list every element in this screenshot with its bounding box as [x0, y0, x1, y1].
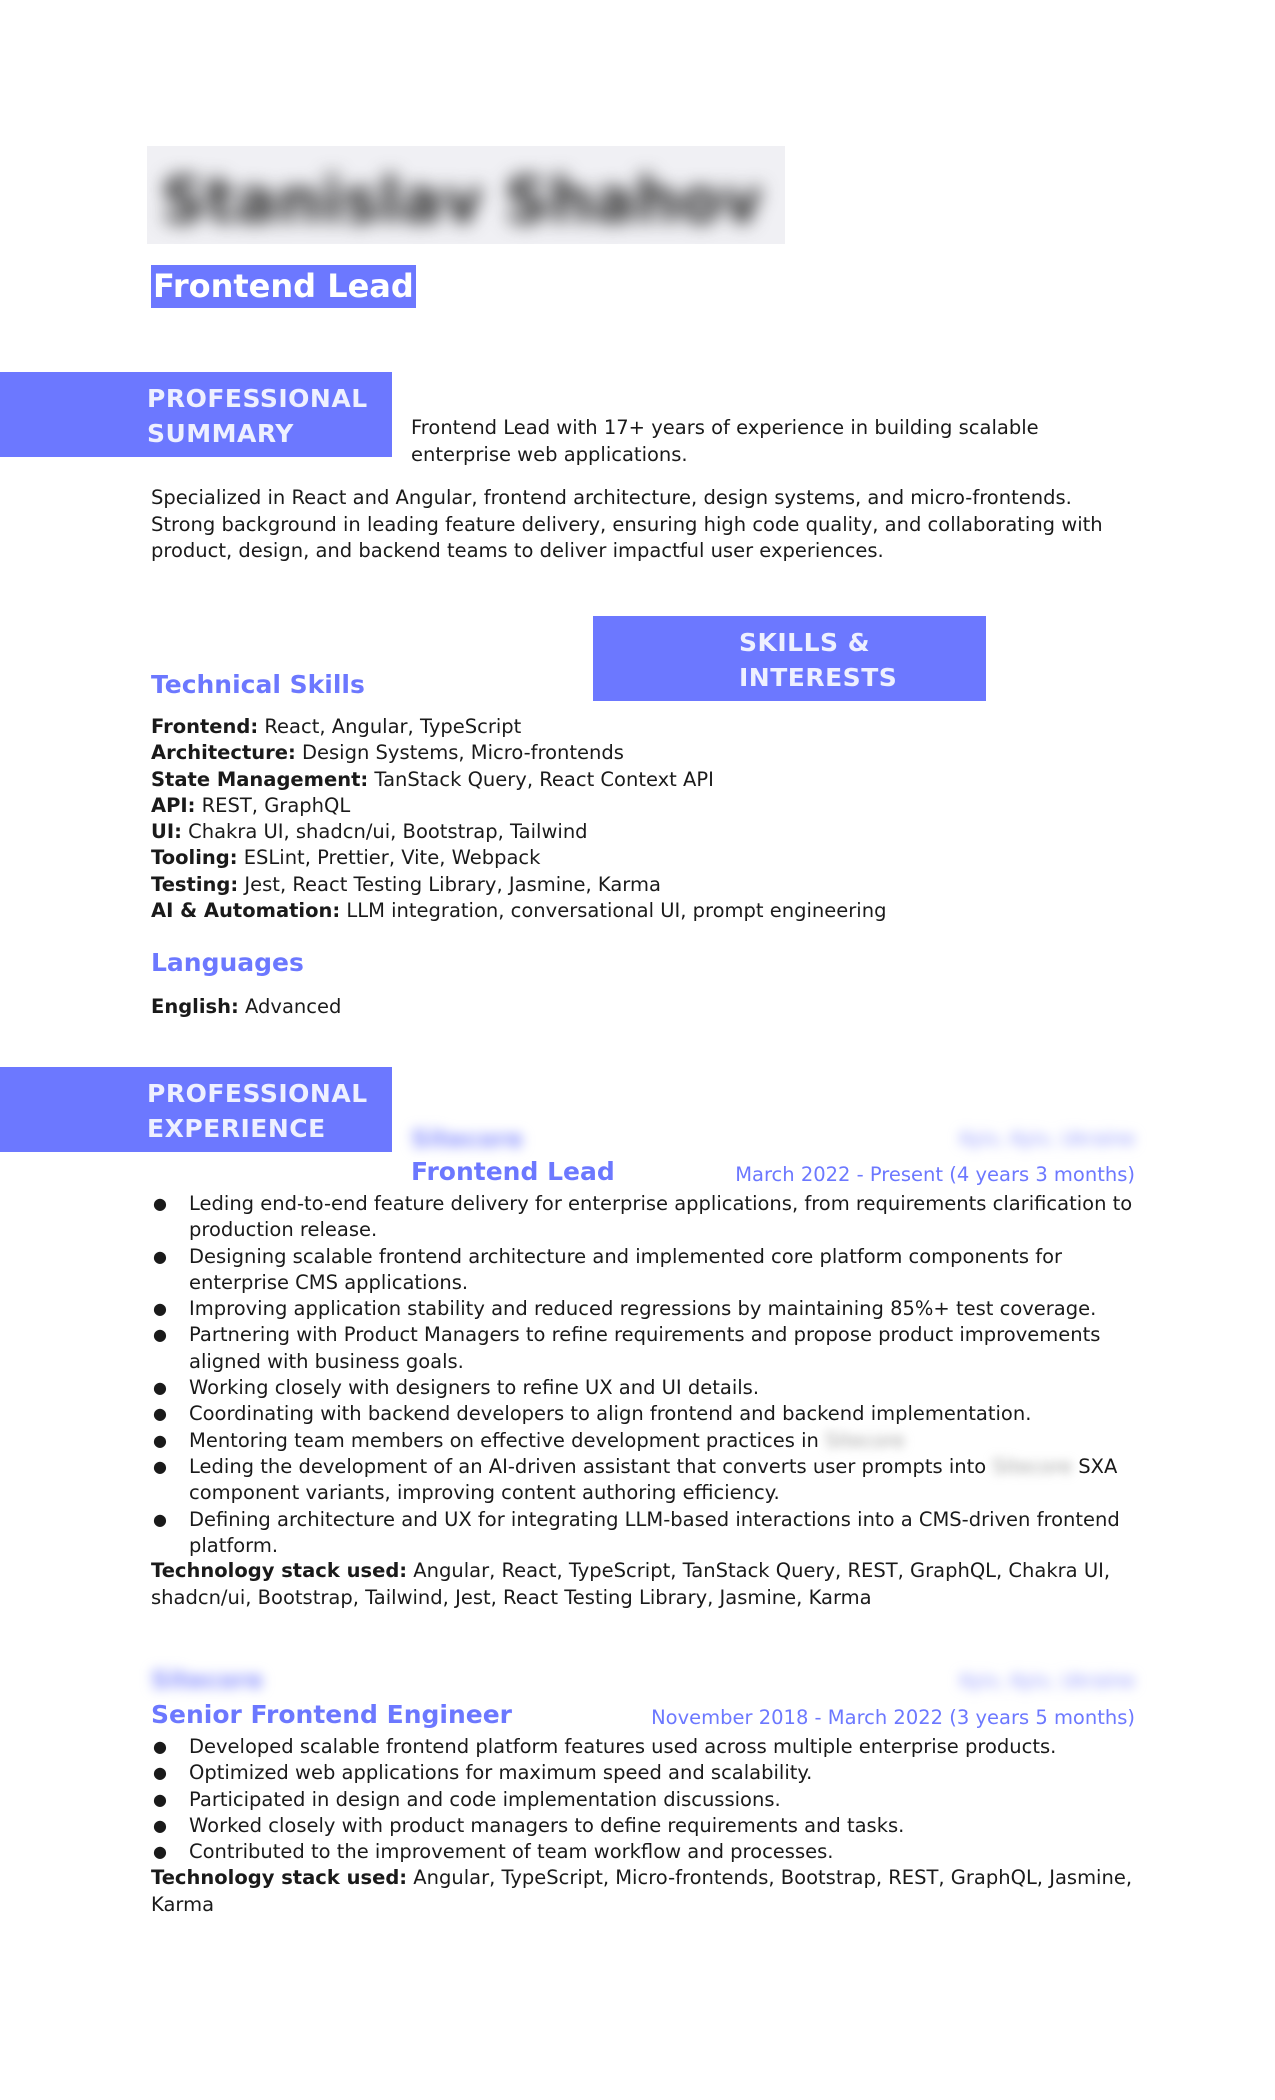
- job-responsibilities: [151, 1191, 1141, 1559]
- list-item: ● Defining architecture and UX for integrating LLM-based interactions into a CMS-driven frontend platform.: [151, 1507, 1141, 1560]
- job-dates: March 2022 - Present (4 years 3 months): [735, 1163, 1135, 1186]
- language-item: English: Advanced: [151, 995, 342, 1018]
- list-item: ● Working closely with designers to refine UX and UI details.: [151, 1375, 1141, 1401]
- list-item: ● Coordinating with backend developers to align frontend and backend implementation.: [151, 1401, 1141, 1427]
- list-item: ● Optimized web applications for maximum speed and scalability.: [151, 1760, 1141, 1786]
- job-company: Sitecore: [151, 1666, 264, 1694]
- job-location: Kyiv, Kyiv, Ukraine: [959, 1670, 1135, 1692]
- skills-heading-line2: INTERESTS: [739, 663, 898, 692]
- list-item: ● Partnering with Product Managers to refine requirements and propose product improvements aligned with business goals.: [151, 1322, 1141, 1375]
- languages-heading: Languages: [151, 948, 304, 977]
- section-heading-skills: [593, 616, 986, 701]
- list-item: ● Participated in design and code implementation discussions.: [151, 1787, 1141, 1813]
- section-heading-summary: [0, 372, 392, 457]
- list-item: ● Leding the development of an AI-driven assistant that converts user prompts into Sitecore SXA component variants, improving content authoring efficiency.: [151, 1454, 1141, 1507]
- job-location: Kyiv, Kyiv, Ukraine: [959, 1128, 1135, 1150]
- job-dates: November 2018 - March 2022 (3 years 5 months): [651, 1706, 1135, 1729]
- technical-skills-heading: Technical Skills: [151, 670, 365, 699]
- list-item: ● Leding end-to-end feature delivery for enterprise applications, from requirements clarification to production release.: [151, 1191, 1141, 1244]
- section-heading-experience: [0, 1067, 392, 1152]
- list-item: ● Developed scalable frontend platform features used across multiple enterprise products.: [151, 1734, 1141, 1760]
- skill-item: UI: Chakra UI, shadcn/ui, Bootstrap, Tailwind: [151, 820, 588, 844]
- technical-skills-list: [151, 714, 1141, 924]
- summary-body: Specialized in React and Angular, frontend architecture, design systems, and micro-frontends. Strong background in leading feature delivery, ensuring high code quality, and collaborating with product, design, and backend teams to deliver impactful user experiences.: [151, 486, 1103, 562]
- summary-heading-line1: PROFESSIONAL: [147, 384, 368, 413]
- summary-heading-line2: SUMMARY: [147, 419, 294, 448]
- list-item: ● Contributed to the improvement of team workflow and processes.: [151, 1839, 1141, 1865]
- list-item: ● Improving application stability and reduced regressions by maintaining 85%+ test coverage.: [151, 1296, 1141, 1322]
- list-item: ● Worked closely with product managers to define requirements and tasks.: [151, 1813, 1141, 1839]
- experience-heading-line1: PROFESSIONAL: [147, 1079, 368, 1108]
- job-role: Frontend Lead: [411, 1157, 615, 1186]
- skill-item: Tooling: ESLint, Prettier, Vite, Webpack: [151, 846, 541, 870]
- job-responsibilities: [151, 1734, 1141, 1865]
- experience-heading-line2: EXPERIENCE: [147, 1114, 326, 1143]
- job-company: Sitecore: [411, 1125, 524, 1153]
- summary-intro: Frontend Lead with 17+ years of experience in building scalable enterprise web applications.: [411, 416, 1039, 466]
- languages-list: [151, 994, 1141, 1020]
- job-role: Senior Frontend Engineer: [151, 1700, 512, 1729]
- skill-item: AI & Automation: LLM integration, conversational UI, prompt engineering: [151, 899, 887, 923]
- job-tech-stack: Technology stack used: Angular, React, TypeScript, TanStack Query, REST, GraphQL, Chakra UI, shadcn/ui, Bootstrap, Tailwind, Jest, React Testing Library, Jasmine, Karma: [151, 1559, 1111, 1609]
- skills-heading-line1: SKILLS &: [739, 628, 871, 657]
- candidate-name-block: [147, 146, 785, 244]
- skill-item: Testing: Jest, React Testing Library, Jasmine, Karma: [151, 872, 661, 896]
- skill-item: API: REST, GraphQL: [151, 793, 351, 817]
- skill-item: State Management: TanStack Query, React Context API: [151, 767, 714, 791]
- list-item: ● Designing scalable frontend architecture and implemented core platform components for enterprise CMS applications.: [151, 1244, 1141, 1297]
- candidate-name: Stanislav Shahov: [161, 164, 763, 237]
- job-title: Frontend Lead: [151, 265, 416, 308]
- list-item: ● Mentoring team members on effective development practices in Sitecore: [151, 1428, 1141, 1454]
- job-tech-stack: Technology stack used: Angular, TypeScript, Micro-frontends, Bootstrap, REST, GraphQL, Jasmine, Karma: [151, 1866, 1133, 1916]
- skill-item: Frontend: React, Angular, TypeScript: [151, 715, 522, 738]
- skill-item: Architecture: Design Systems, Micro-frontends: [151, 741, 624, 765]
